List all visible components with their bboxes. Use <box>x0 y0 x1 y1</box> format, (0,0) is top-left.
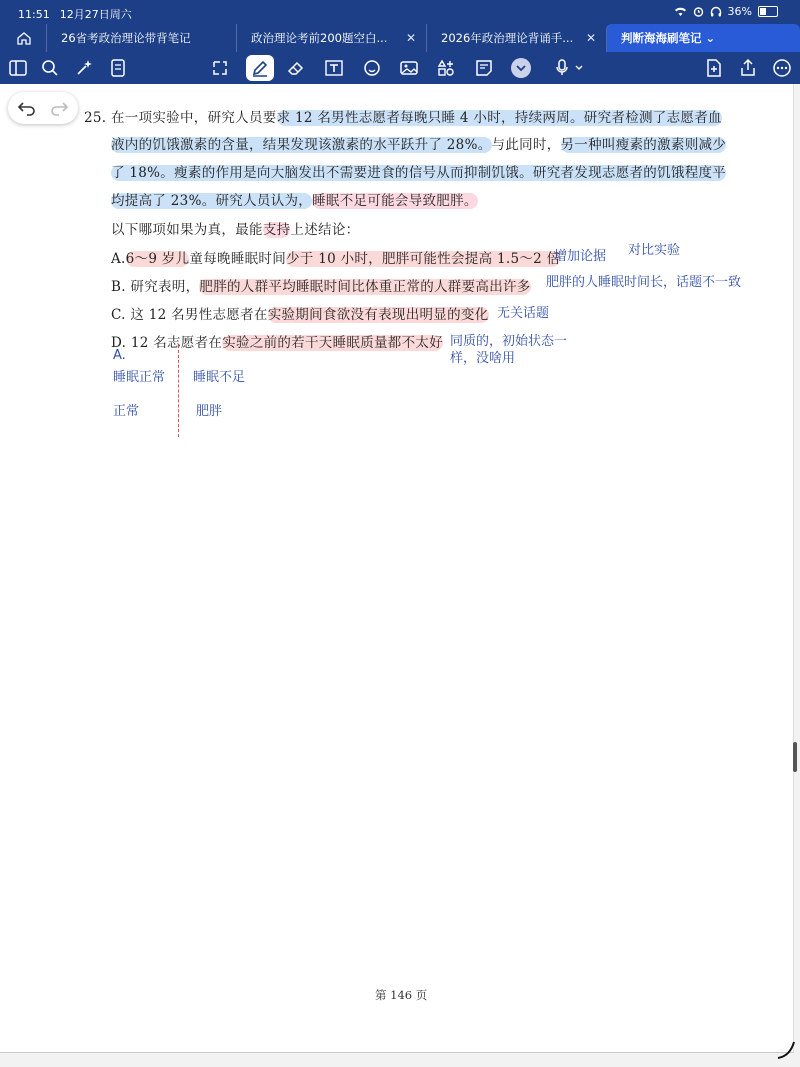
highlight-blue: 液内的饥饿激素的含量，结果发现该激素的水平跃升了 28%。 <box>111 137 492 153</box>
status-date: 12月27日周六 <box>59 8 132 21</box>
page-number: 第 146 页 <box>375 988 428 1002</box>
highlight-blue: 均提高了 23%。研究人员认为， <box>111 193 313 209</box>
redo-button[interactable] <box>48 98 70 118</box>
question-line-1 <box>84 106 722 126</box>
prompt-text: 上述结论： <box>290 222 360 238</box>
question-line-3 <box>111 161 726 181</box>
question-line-2 <box>111 133 726 153</box>
close-icon[interactable]: ✕ <box>585 31 596 45</box>
tab-label: 26省考政治理论带背笔记 <box>61 31 191 45</box>
battery-percent: 36% <box>727 5 752 18</box>
sketch-divider-line <box>178 345 179 437</box>
stem-text: 在一项实验中，研究人员要 <box>110 110 277 126</box>
highlight-red: 肥胖的人群平均睡眠时间比体重正常的人群要高出许多 <box>199 279 531 295</box>
sketch-right-bottom: 肥胖 <box>196 404 223 419</box>
sketch-left-bottom: 正常 <box>113 404 140 419</box>
highlight-blue: 求 12 名男性志愿者每晚只睡 4 小时，持续两周。研究者检测了志愿者血 <box>276 110 722 126</box>
prompt-text: 以下哪项如果为真，最能 <box>111 222 263 238</box>
scrollbar[interactable] <box>793 742 797 772</box>
undo-button[interactable] <box>16 98 38 118</box>
option-b[interactable] <box>111 275 531 295</box>
option-label: B. 研究表明， <box>111 279 200 295</box>
highlight-red: 6～9 岁儿 <box>125 251 190 267</box>
highlight-pink: 支持 <box>262 222 291 238</box>
annotation-contrast-experiment: 对比实验 <box>628 243 681 258</box>
status-time: 11:51 <box>18 8 50 21</box>
question-line-4 <box>111 189 478 209</box>
undo-icon <box>16 98 38 118</box>
tab-label: 2026年政治理论背诵手... <box>441 31 574 45</box>
option-text: 童每晚睡眠时间 <box>189 251 287 267</box>
highlight-pink: 睡眠不足可能会导致肥胖。 <box>312 193 478 209</box>
highlight-red: 少于 10 小时，肥胖可能性会提高 1.5～2 倍 <box>286 251 561 267</box>
page-curl-icon[interactable] <box>776 1040 796 1060</box>
option-a[interactable] <box>111 247 560 267</box>
stem-text: 与此同时， <box>491 137 561 153</box>
option-d[interactable] <box>111 331 443 351</box>
highlight-red: 实验之前的若干天睡眠质量都不太好 <box>222 335 444 351</box>
tab-label: 政治理论考前200题空白... <box>251 31 388 45</box>
option-label: C. 这 12 名男性志愿者在 <box>111 307 268 323</box>
option-label: D. 12 名志愿者在 <box>111 335 223 351</box>
option-label: A. <box>111 251 126 267</box>
highlight-blue: 另一种叫瘦素的激素则减少 <box>560 137 727 153</box>
annotation-option-d-line1: 同质的，初始状态一 <box>450 334 568 349</box>
highlight-blue: 了 18%。瘦素的作用是向大脑发出不需要进食的信号从而抑制饥饿。研究者发现志愿者的饥饿程度平 <box>111 165 727 181</box>
highlight-red: 实验期间食欲没有表现出明显的变化 <box>267 307 489 323</box>
sketch-left-top: 睡眠正常 <box>113 370 166 385</box>
annotation-option-c: 无关话题 <box>497 306 550 321</box>
option-c[interactable] <box>111 303 489 323</box>
sketch-right-top: 睡眠不足 <box>193 370 246 385</box>
sketch-label: A. <box>113 348 126 363</box>
undo-redo-panel <box>8 92 78 124</box>
question-number: 25. <box>84 110 107 126</box>
question-prompt <box>111 218 359 238</box>
tab-label: 判断海海刷笔记 ⌄ <box>621 31 716 45</box>
annotation-option-d-line2: 样，没啥用 <box>450 351 516 366</box>
redo-icon <box>48 98 70 118</box>
close-icon[interactable]: ✕ <box>405 31 416 45</box>
annotation-option-a: 增加论据 <box>554 249 607 264</box>
annotation-option-b: 肥胖的人睡眠时间长，话题不一致 <box>546 275 742 290</box>
